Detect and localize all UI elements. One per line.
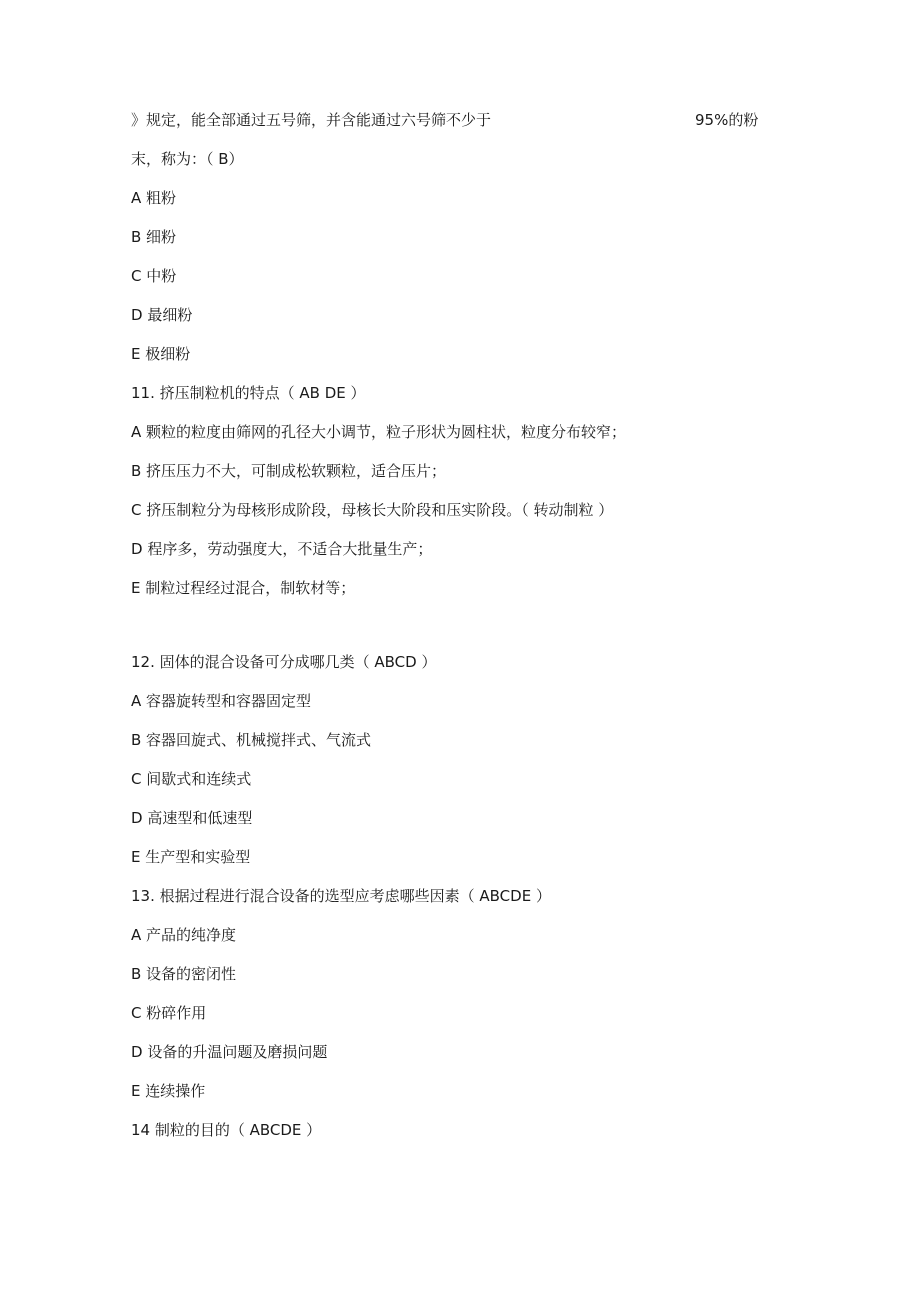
q13-option-c: C 粉碎作用 — [131, 1004, 207, 1022]
q11-option-b: B 挤压压力不大，可制成松软颗粒，适合压片； — [131, 462, 447, 480]
q11-question: 11. 挤压制粒机的特点（ AB DE ） — [131, 384, 366, 402]
q11-option-d: D 程序多，劳动强度大，不适合大批量生产； — [131, 540, 433, 558]
q12-option-e: E 生产型和实验型 — [131, 848, 251, 866]
q11-option-e: E 制粒过程经过混合，制软材等； — [131, 579, 356, 597]
q12-option-c: C 间歇式和连续式 — [131, 770, 252, 788]
q10-option-e: E 极细粉 — [131, 345, 191, 363]
q13-question: 13. 根据过程进行混合设备的选型应考虑哪些因素（ ABCDE ） — [131, 887, 551, 905]
q10-option-c: C 中粉 — [131, 267, 177, 285]
q10-line1-right: 95%的粉 — [695, 111, 759, 129]
q14-question: 14 制粒的目的（ ABCDE ） — [131, 1121, 322, 1139]
q13-option-d: D 设备的升温问题及磨损问题 — [131, 1043, 328, 1061]
q10-option-a: A 粗粉 — [131, 189, 177, 207]
q13-option-a: A 产品的纯净度 — [131, 926, 237, 944]
q13-option-b: B 设备的密闭性 — [131, 965, 237, 983]
q12-option-b: B 容器回旋式、机械搅拌式、气流式 — [131, 731, 372, 749]
q12-option-a: A 容器旋转型和容器固定型 — [131, 692, 312, 710]
q12-question: 12. 固体的混合设备可分成哪几类（ ABCD ） — [131, 653, 437, 671]
q10-option-d: D 最细粉 — [131, 306, 193, 324]
q10-line1: 》规定，能全部通过五号筛，并含能通过六号筛不少于 — [131, 111, 492, 129]
q10-line2: 末，称为：（ B） — [131, 150, 244, 168]
q11-option-a: A 颗粒的粒度由筛网的孔径大小调节，粒子形状为圆柱状，粒度分布较窄； — [131, 423, 627, 441]
q11-option-c: C 挤压制粒分为母核形成阶段，母核长大阶段和压实阶段。（ 转动制粒 ） — [131, 501, 614, 519]
q10-option-b: B 细粉 — [131, 228, 177, 246]
q12-option-d: D 高速型和低速型 — [131, 809, 253, 827]
q13-option-e: E 连续操作 — [131, 1082, 206, 1100]
